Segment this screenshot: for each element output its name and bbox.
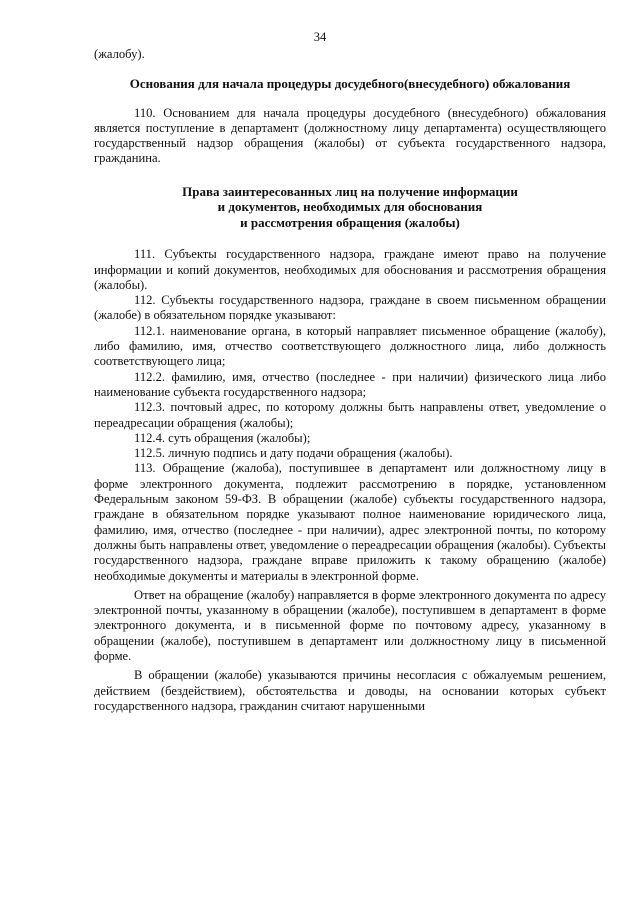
paragraph-112-4: 112.4. суть обращения (жалобы);	[134, 430, 311, 445]
paragraph-112-3: 112.3. почтовый адрес, по которому должны быть направлены ответ, уведомление о переадресации обращения (жалобы);	[94, 400, 606, 430]
heading-line-3: и рассмотрения обращения (жалобы)	[240, 214, 460, 230]
section-heading-rights	[94, 184, 606, 231]
paragraph-113: 113. Обращение (жалоба), поступившее в департамент или должностному лицу в форме электронного документа, подлежит рассмотрению в порядке, установленном Федеральным законом 59-ФЗ. В обращении (жалобе) субъекты государственного надзора, граждане в обязательном порядке указывают полное наименование юридического лица, фамилию, имя, отчество (последнее - при наличии), адрес электронной почты, по которому должны быть направлены ответ, уведомление о переадресации обращения (жалобы). Субъекты государственного надзора, граждане вправе приложить к такому обращению (жалобе) необходимые документы и материалы в электронной форме.	[94, 461, 606, 583]
paragraph-112: 112. Субъекты государственного надзора, граждане в своем письменном обращении (жалобе) в обязательном порядке указывают:	[94, 293, 606, 323]
heading-line-2: и документов, необходимых для обоснования	[217, 199, 483, 215]
paragraph-112-2: 112.2. фамилию, имя, отчество (последнее - при наличии) физического лица либо наименование субъекта государственного надзора;	[94, 369, 606, 399]
paragraph-110: 110. Основанием для начала процедуры досудебного (внесудебного) обжалования является поступление в департамент (должностному лицу департамента) осуществляющего государственный надзор обращения (жалобы) от субъекта государственного надзора, гражданина.	[94, 105, 606, 166]
heading-line-1: Права заинтересованных лиц на получение информации	[182, 183, 518, 199]
paragraph-112-5: 112.5. личную подпись и дату подачи обращения (жалобы).	[134, 446, 453, 461]
section-heading-appeal-grounds: Основания для начала процедуры досудебного(внесудебного) обжалования	[129, 76, 571, 92]
paragraph-answer: Ответ на обращение (жалобу) направляется в форме электронного документа по адресу электронной почты, указанному в обращении (жалобе), поступившем в департамент в форме электронного документа, и в письменной форме по почтовому адресу, указанному в обращении (жалобе), поступившем в департамент или должностному лицу в письменной форме.	[94, 587, 606, 663]
paragraph-reasons: В обращении (жалобе) указываются причины несогласия с обжалуемым решением, действием (бездействием), обстоятельства и доводы, на основании которых субъект государственного надзора, гражданин считают нарушенными	[94, 668, 606, 713]
paragraph-111: 111. Субъекты государственного надзора, граждане имеют право на получение информации и копий документов, необходимых для обоснования и рассмотрения обращения (жалобы).	[94, 247, 606, 292]
page-number: 34	[313, 30, 327, 44]
paragraph-112-1: 112.1. наименование органа, в который направляет письменное обращение (жалобу), либо фамилию, имя, отчество соответствующего должностного лица, либо должность соответствующего лица;	[94, 323, 606, 369]
continuation-line: (жалобу).	[94, 47, 145, 61]
document-body	[94, 47, 606, 714]
